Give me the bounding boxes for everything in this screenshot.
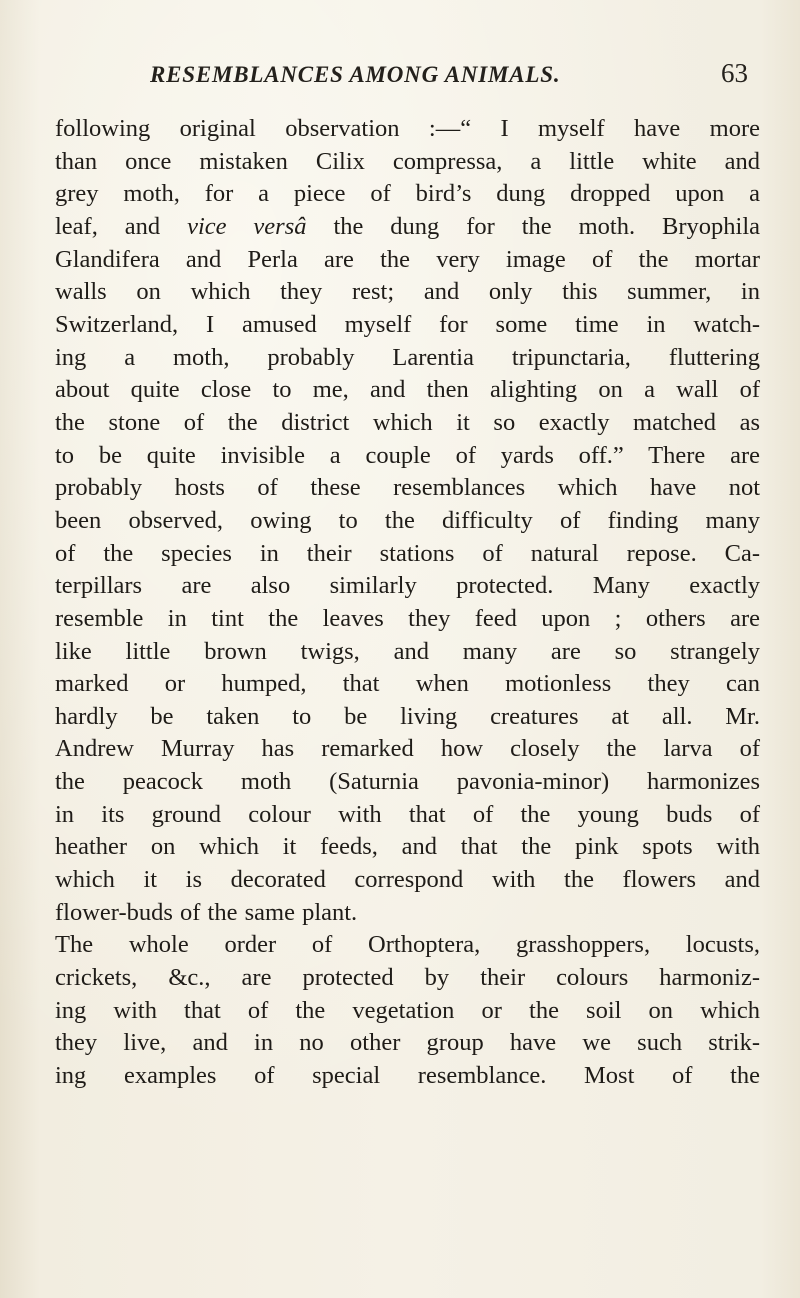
text-line: Switzerland, I amused myself for some time in watch- [55,310,760,338]
italic-phrase: vice versâ [187,212,307,240]
text-line: ing with that of the vegetation or the soil on which [55,996,760,1024]
text-line: terpillars are also similarly protected. Many exactly [55,572,760,600]
text-line: crickets, &c., are protected by their colours harmoniz- [55,964,760,992]
text-line: heather on which it feeds, and that the pink spots with [55,833,760,861]
text-line: than once mistaken Cilix compressa, a little white and [55,147,760,175]
text-line: which it is decorated correspond with the flowers and [55,866,760,894]
text-line: the stone of the district which it so exactly matched as [55,408,760,436]
text-line: they live, and in no other group have we such strik- [55,1029,760,1057]
body-text [55,113,760,1093]
text-line-paragraph-start: The whole order of Orthoptera, grasshoppers, locusts, [55,931,760,959]
text-line: been observed, owing to the difficulty of finding many [55,506,760,534]
text-line: walls on which they rest; and only this summer, in [55,278,760,306]
text-line: ing a moth, probably Larentia tripunctaria, fluttering [55,343,760,371]
text-line: the peacock moth (Saturnia pavonia-minor) harmonizes [55,768,760,796]
text-line: of the species in their stations of natural repose. Ca- [55,539,760,567]
text-line: marked or humped, that when motionless they can [55,670,760,698]
text-line: hardly be taken to be living creatures at all. Mr. [55,702,760,730]
text-line: Glandifera and Perla are the very image of the mortar [55,245,760,273]
page-header [0,58,800,102]
text-line: about quite close to me, and then alighting on a wall of [55,376,760,404]
text-line: resemble in tint the leaves they feed upon ; others are [55,604,760,632]
text-line: grey moth, for a piece of bird’s dung dropped upon a [55,180,760,208]
text-line: in its ground colour with that of the young buds of [55,800,760,828]
text-line: following original observation :—“ I myself have more [55,115,760,142]
text-line: leaf, and vice versâ the dung for the moth. Bryophila [55,212,760,240]
text-line: probably hosts of these resemblances which have not [55,474,760,502]
running-head: RESEMBLANCES AMONG ANIMALS. [150,62,561,87]
page-number: 63 [721,58,748,88]
text-line: to be quite invisible a couple of yards off.” There are [55,441,760,469]
text-line: Andrew Murray has remarked how closely the larva of [55,735,760,763]
text-line: ing examples of special resemblance. Most of the [55,1062,760,1090]
text-line-paragraph-end: flower-buds of the same plant. [55,898,358,926]
text-line: like little brown twigs, and many are so strangely [55,637,760,665]
